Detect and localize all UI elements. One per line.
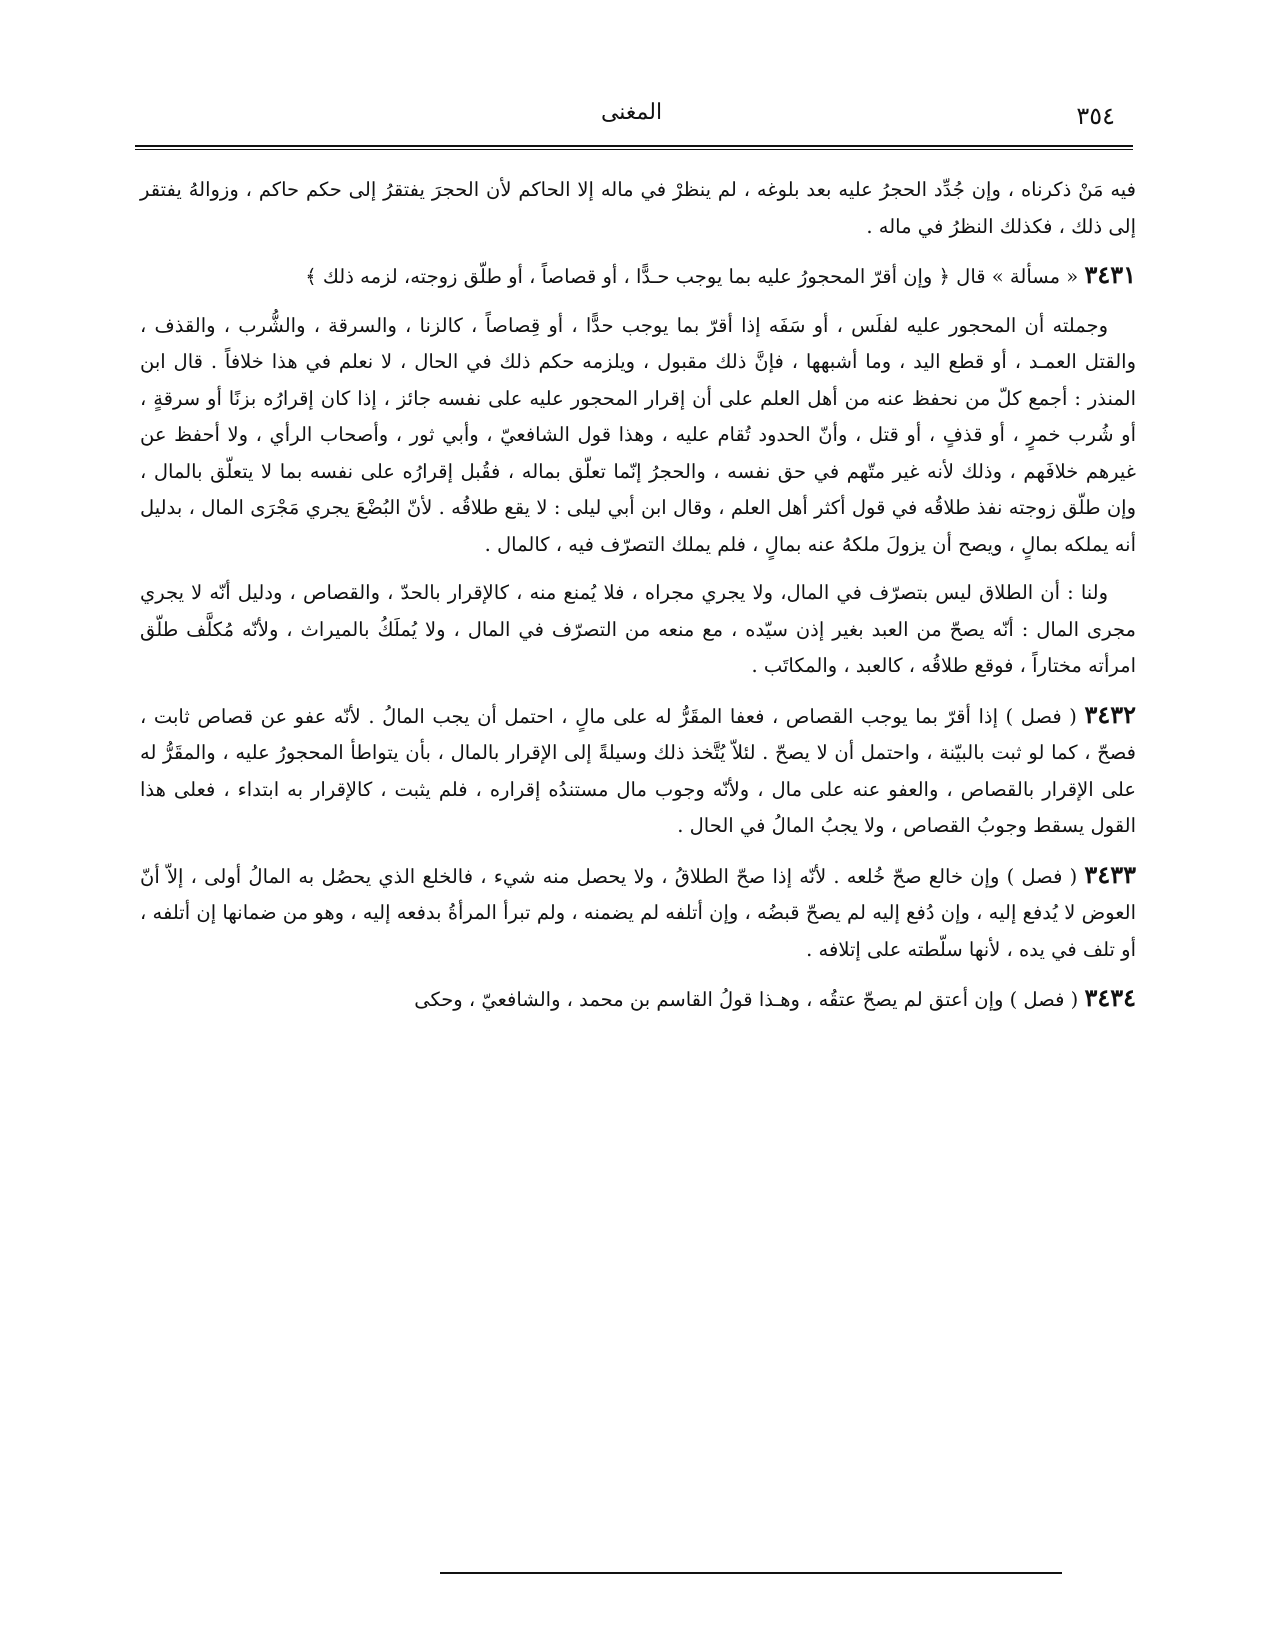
section-number: ٣٤٣٢ — [1084, 699, 1136, 729]
paragraph-continuation — [140, 172, 1136, 245]
paragraph-fasl-3434 — [140, 980, 1136, 1019]
paragraph-text: ( فصل ) وإن خالع صحّ خُلعه . لأنّه إذا صحّ الطلاقُ ، ولا يحصل منه شيء ، فالخلع الذي يحصُل به المالُ أولى ، إلاّ أنّ العوض لا يُدفع إليه ، وإن دُفع إليه لم يصحّ قبضُه ، وإن أتلفه لم يضمنه ، ولم تبرأ المرأةُ بدفعه إليه ، وهو من ضمانها إن أتلفه ، أو تلف في يده ، لأنها سلّطته على إتلافه . — [140, 864, 1136, 961]
paragraph-commentary — [140, 308, 1136, 564]
paragraph-text: وجملته أن المحجور عليه لفلَس ، أو سَفَه إذا أقرّ بما يوجب حدًّا ، أو قِصاصاً ، كالزنا ، والسرقة ، والشُّرب ، والقذف ، والقتل العمـد ، أو قطع اليد ، وما أشبهها ، فإنَّ ذلك مقبول ، ويلزمه حكم ذلك في الحال ، لا نعلم في هذا خلافاً . قال ابن المنذر : أجمع كلّ من نحفظ عنه من أهل العلم على أن إقرار المحجور عليه على نفسه جائز ، إذا كان إقرارُه بزنًا أو سرقةٍ ، أو شُرب خمرٍ ، أو قذفٍ ، أو قتل ، وأنّ الحدود تُقام عليه ، وهذا قول الشافعيّ ، وأبي ثور ، وأصحاب الرأي ، ولا أحفظ عن غيرهم خلافَهم ، وذلك لأنه غير متّهم في حق نفسه ، والحجرُ إنّما تعلّق بماله ، فقُبل إقرارُه على نفسه بما لا يتعلّق بالمال ، وإن طلّق زوجته نفذ طلاقُه في قول أكثر أهل العلم ، وقال ابن أبي ليلى : لا يقع طلاقُه . لأنّ البُضْعَ يجري مَجْرَى المال ، بدليل أنه يملكه بمالٍ ، ويصح أن يزولَ ملكهُ عنه بمالٍ ، فلم يملك التصرّف فيه ، كالمال . — [140, 313, 1136, 556]
running-title: المغنى — [600, 100, 663, 125]
paragraph-response — [140, 575, 1136, 685]
paragraph-fasl-3433 — [140, 857, 1136, 969]
section-number: ٣٤٣٣ — [1084, 859, 1136, 889]
body-text — [140, 172, 1136, 1031]
paragraph-text: فيه مَنْ ذكرناه ، وإن جُدِّد الحجرُ عليه بعد بلوغه ، لم ينظرْ في ماله إلا الحاكم لأن الحجرَ يفتقرُ إلى حكم حاكم ، وزوالهُ يفتقر إلى ذلك ، فكذلك النظرُ في ماله . — [140, 178, 1136, 238]
paragraph-masala-3431 — [140, 257, 1136, 296]
paragraph-fasl-3432 — [140, 697, 1136, 845]
header-rule-thin — [135, 149, 1133, 150]
paragraph-text: « مسألة » قال ﴿ وإن أقرّ المحجورُ عليه بما يوجب حـدًّا ، أو قصاصاً ، أو طلّق زوجته، لزمه ذلك ﴾ — [305, 265, 1079, 288]
paragraph-text: ( فصل ) وإن أعتق لم يصحّ عتقُه ، وهـذا قولُ القاسم بن محمد ، والشافعيّ ، وحكى — [414, 988, 1079, 1011]
page-number: ٣٥٤ — [1076, 102, 1115, 130]
paragraph-text: ولنا : أن الطلاق ليس بتصرّف في المال، ولا يجري مجراه ، فلا يُمنع منه ، كالإقرار بالحدّ ، والقصاص ، ودليل أنّه لا يجري مجرى المال : أنّه يصحّ من العبد بغير إذن سيّده ، مع منعه من التصرّف في المال ، ولا يُملَكُ بالميراث ، ولأنّه مُكلَّف طلّق امرأته مختاراً ، فوقع طلاقُه ، كالعبد ، والمكاتَب . — [140, 581, 1136, 677]
footnote-rule — [440, 1572, 1062, 1574]
section-number: ٣٤٣٤ — [1084, 983, 1136, 1012]
section-number: ٣٤٣١ — [1084, 260, 1136, 289]
header-rule — [135, 145, 1133, 147]
paragraph-text: ( فصل ) إذا أقرّ بما يوجب القصاص ، فعفا المقَرُّ له على مالٍ ، احتمل أن يجب المالُ . لأنّه عفو عن قصاص ثابت ، فصحّ ، كما لو ثبت بالبيّنة ، واحتمل أن لا يصحّ . لئلاّ يُتَّخذ ذلك وسيلةً إلى الإقرار بالمال ، بأن يتواطأ المحجورُ عليه ، والمقَرُّ له على الإقرار بالقصاص ، والعفو عنه على مال ، ولأنّه وجوب مال مستندُه إقراره ، فلم يثبت ، كالإقرار به ابتداء ، فعلى هذا القول يسقط وجوبُ القصاص ، ولا يجبُ المالُ في الحال . — [140, 704, 1136, 837]
